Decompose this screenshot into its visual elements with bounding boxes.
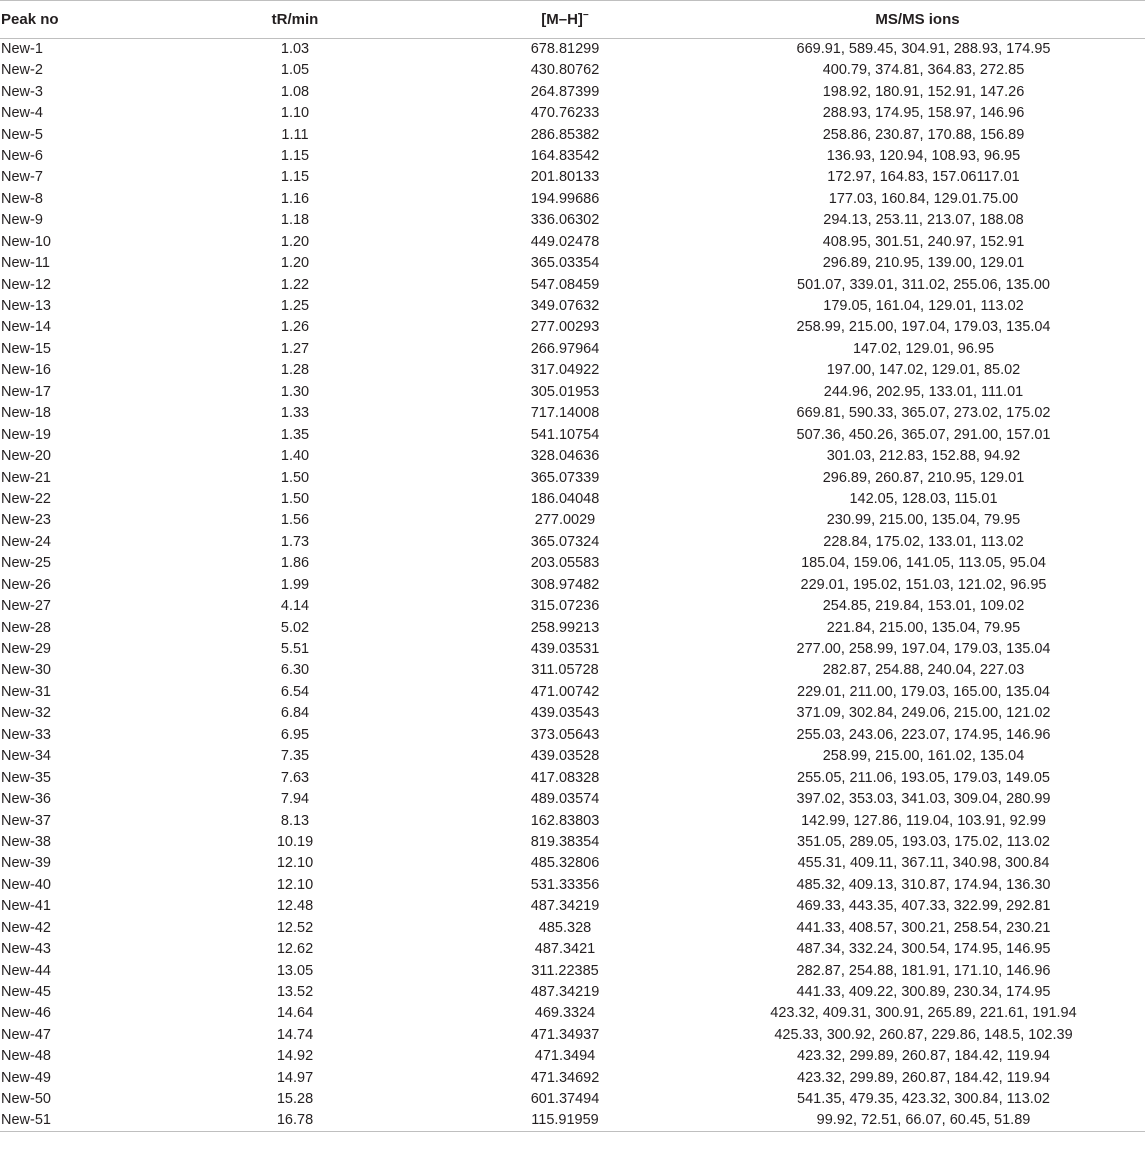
- cell-mh: 485.328: [538, 919, 592, 936]
- table-row: [0, 39, 1145, 61]
- cell-tr: 6.84: [280, 705, 310, 722]
- cell-tr: 7.63: [280, 769, 310, 786]
- cell-msms-ions: 485.32, 409.13, 310.87, 174.94, 136.30: [796, 876, 1051, 893]
- cell-peak-no: New-7: [1, 169, 43, 186]
- table-row: [0, 575, 1145, 596]
- table-row: [0, 789, 1145, 810]
- cell-msms-ions: 198.92, 180.91, 152.91, 147.26: [822, 83, 1025, 100]
- cell-mh: 489.03574: [530, 791, 600, 808]
- cell-peak-no: New-5: [1, 126, 43, 143]
- cell-msms-ions: 172.97, 164.83, 157.06117.01: [827, 169, 1020, 186]
- cell-mh: 315.07236: [530, 598, 600, 615]
- cell-msms-ions: 288.93, 174.95, 158.97, 146.96: [822, 105, 1025, 122]
- cell-msms-ions: 255.03, 243.06, 223.07, 174.95, 146.96: [796, 726, 1051, 743]
- cell-tr: 1.50: [280, 490, 310, 507]
- cell-peak-no: New-3: [1, 83, 43, 100]
- cell-mh: 336.06302: [530, 212, 600, 229]
- cell-tr: 1.30: [280, 383, 310, 400]
- table-row: [0, 639, 1145, 660]
- table-row: [0, 467, 1145, 488]
- cell-mh: 186.04048: [530, 490, 600, 507]
- cell-tr: 1.86: [280, 555, 310, 572]
- table-row: [0, 489, 1145, 510]
- table-row: [0, 832, 1145, 853]
- cell-msms-ions: 99.92, 72.51, 66.07, 60.45, 51.89: [690, 1110, 1145, 1132]
- cell-peak-no: New-16: [1, 362, 51, 379]
- cell-tr: 1.26: [280, 319, 310, 336]
- header-mh-superscript: −: [582, 10, 589, 21]
- cell-tr: 1.25: [280, 298, 310, 315]
- table-row: [0, 1003, 1145, 1024]
- table-row: [0, 939, 1145, 960]
- cell-mh: 164.83542: [530, 147, 600, 164]
- cell-msms-ions: 423.32, 299.89, 260.87, 184.42, 119.94: [797, 1048, 1050, 1065]
- cell-tr: 1.15: [280, 147, 310, 164]
- cell-peak-no: New-48: [1, 1048, 51, 1065]
- cell-mh: 308.97482: [530, 576, 600, 593]
- cell-peak-no: New-20: [1, 448, 51, 465]
- table-row: [0, 596, 1145, 617]
- cell-msms-ions: 255.05, 211.06, 193.05, 179.03, 149.05: [797, 769, 1050, 786]
- cell-tr: 14.92: [276, 1048, 314, 1065]
- cell-tr: 6.30: [280, 662, 310, 679]
- table-header: [0, 1, 1145, 39]
- cell-msms-ions: 296.89, 210.95, 139.00, 129.01: [822, 255, 1025, 272]
- table-row: [0, 810, 1145, 831]
- cell-tr: 1.05: [280, 62, 310, 79]
- cell-msms-ions: 423.32, 409.31, 300.91, 265.89, 221.61, 191.94: [770, 1005, 1077, 1022]
- cell-msms-ions: 258.99, 215.00, 161.02, 135.04: [822, 748, 1025, 765]
- cell-msms-ions: 244.96, 202.95, 133.01, 111.01: [823, 383, 1024, 400]
- cell-msms-ions: 669.81, 590.33, 365.07, 273.02, 175.02: [796, 405, 1051, 422]
- cell-mh: 471.34937: [530, 1026, 600, 1043]
- cell-tr: 1.22: [280, 276, 310, 293]
- cell-msms-ions: 507.36, 450.26, 365.07, 291.00, 157.01: [796, 426, 1051, 443]
- header-mh: [440, 1, 690, 39]
- header-mh-base: [M–H]: [541, 11, 583, 28]
- cell-mh: 317.04922: [530, 362, 600, 379]
- cell-peak-no: New-1: [1, 41, 43, 57]
- cell-mh: 365.03354: [530, 255, 600, 272]
- cell-tr: 16.78: [150, 1110, 440, 1132]
- cell-msms-ions: 179.05, 161.04, 129.01, 113.02: [823, 298, 1024, 315]
- cell-mh: 277.0029: [534, 512, 596, 529]
- cell-peak-no: New-14: [1, 319, 51, 336]
- cell-msms-ions: 441.33, 408.57, 300.21, 258.54, 230.21: [796, 919, 1051, 936]
- cell-mh: 266.97964: [530, 340, 600, 357]
- cell-tr: 1.16: [280, 190, 310, 207]
- cell-mh: 449.02478: [530, 233, 600, 250]
- cell-peak-no: New-32: [1, 705, 51, 722]
- table-row: [0, 960, 1145, 981]
- cell-msms-ions: 228.84, 175.02, 133.01, 113.02: [823, 533, 1024, 550]
- cell-msms-ions: 258.86, 230.87, 170.88, 156.89: [822, 126, 1025, 143]
- cell-mh: 439.03531: [530, 641, 600, 658]
- cell-tr: 14.97: [276, 1069, 314, 1086]
- cell-mh: 162.83803: [530, 812, 600, 829]
- table-row: [0, 232, 1145, 253]
- cell-tr: 1.40: [280, 448, 310, 465]
- cell-tr: 1.35: [280, 426, 310, 443]
- table-row: [0, 853, 1145, 874]
- cell-peak-no: New-29: [1, 641, 51, 658]
- table-row: [0, 446, 1145, 467]
- table-row: [0, 146, 1145, 167]
- cell-msms-ions: 400.79, 374.81, 364.83, 272.85: [822, 62, 1025, 79]
- cell-tr: 12.52: [276, 919, 314, 936]
- cell-mh: 277.00293: [530, 319, 600, 336]
- table-row: [0, 896, 1145, 917]
- cell-peak-no: New-22: [1, 490, 51, 507]
- cell-mh: 373.05643: [530, 726, 600, 743]
- cell-peak-no: New-43: [1, 941, 51, 958]
- cell-peak-no: New-47: [1, 1026, 51, 1043]
- cell-peak-no: New-4: [1, 105, 43, 122]
- cell-tr: 1.11: [281, 126, 309, 143]
- table-row: [0, 982, 1145, 1003]
- cell-msms-ions: 277.00, 258.99, 197.04, 179.03, 135.04: [796, 641, 1051, 658]
- cell-tr: 6.95: [280, 726, 310, 743]
- cell-tr: 1.10: [280, 105, 310, 122]
- cell-mh: 547.08459: [530, 276, 600, 293]
- cell-peak-no: New-9: [1, 212, 43, 229]
- cell-msms-ions: 541.35, 479.35, 423.32, 300.84, 113.02: [797, 1091, 1050, 1108]
- cell-tr: 1.15: [280, 169, 310, 186]
- cell-mh: 311.22385: [531, 962, 599, 979]
- cell-mh: 601.37494: [530, 1091, 600, 1108]
- cell-msms-ions: 197.00, 147.02, 129.01, 85.02: [826, 362, 1021, 379]
- cell-peak-no: New-49: [1, 1069, 51, 1086]
- cell-peak-no: New-24: [1, 533, 51, 550]
- table-row: [0, 167, 1145, 188]
- cell-peak-no: New-30: [1, 662, 51, 679]
- cell-msms-ions: 441.33, 409.22, 300.89, 230.34, 174.95: [796, 984, 1051, 1001]
- cell-mh: 487.34219: [530, 984, 600, 1001]
- cell-tr: 14.64: [276, 1005, 314, 1022]
- cell-mh: 365.07324: [530, 533, 600, 550]
- table-row: [0, 124, 1145, 145]
- cell-msms-ions: 408.95, 301.51, 240.97, 152.91: [822, 233, 1025, 250]
- cell-peak-no: New-2: [1, 62, 43, 79]
- table-row: [0, 1068, 1145, 1089]
- cell-mh: 541.10754: [530, 426, 600, 443]
- cell-peak-no: New-44: [1, 962, 51, 979]
- table-row: [0, 317, 1145, 338]
- cell-msms-ions: 301.03, 212.83, 152.88, 94.92: [826, 448, 1021, 465]
- header-peak-no: Peak no: [0, 1, 150, 39]
- cell-msms-ions: 282.87, 254.88, 181.91, 171.10, 146.96: [796, 962, 1051, 979]
- table-row: [0, 682, 1145, 703]
- cell-msms-ions: 487.34, 332.24, 300.54, 174.95, 146.95: [796, 941, 1051, 958]
- table-body: [0, 39, 1145, 1132]
- table-row: [0, 746, 1145, 767]
- cell-tr: 1.33: [280, 405, 310, 422]
- cell-mh: 678.81299: [530, 41, 600, 57]
- table-row: [0, 875, 1145, 896]
- cell-msms-ions: 296.89, 260.87, 210.95, 129.01: [822, 469, 1025, 486]
- cell-mh: 365.07339: [530, 469, 600, 486]
- table-row: [0, 617, 1145, 638]
- table-row: [0, 81, 1145, 102]
- cell-peak-no: New-33: [1, 726, 51, 743]
- cell-msms-ions: 282.87, 254.88, 240.04, 227.03: [822, 662, 1025, 679]
- table-row: [0, 189, 1145, 210]
- cell-mh: 487.3421: [534, 941, 596, 958]
- table-row: [0, 1025, 1145, 1046]
- cell-mh: 471.3494: [534, 1048, 596, 1065]
- cell-tr: 12.48: [276, 898, 314, 915]
- cell-tr: 1.18: [280, 212, 310, 229]
- cell-peak-no: New-12: [1, 276, 51, 293]
- table-row: [0, 360, 1145, 381]
- cell-msms-ions: 185.04, 159.06, 141.05, 113.05, 95.04: [801, 555, 1046, 572]
- cell-msms-ions: 147.02, 129.01, 96.95: [852, 340, 995, 357]
- cell-peak-no: New-19: [1, 426, 51, 443]
- cell-peak-no: New-27: [1, 598, 51, 615]
- cell-peak-no: New-41: [1, 898, 51, 915]
- table-row: [0, 553, 1145, 574]
- header-msms-ions: MS/MS ions: [690, 1, 1145, 39]
- cell-mh: 471.34692: [530, 1069, 600, 1086]
- cell-msms-ions: 423.32, 299.89, 260.87, 184.42, 119.94: [797, 1069, 1050, 1086]
- cell-tr: 10.19: [276, 833, 314, 850]
- cell-tr: 6.54: [280, 683, 310, 700]
- table-row: [0, 382, 1145, 403]
- cell-msms-ions: 142.99, 127.86, 119.04, 103.91, 92.99: [801, 812, 1046, 829]
- table-row: [0, 660, 1145, 681]
- cell-mh: 430.80762: [530, 62, 600, 79]
- table-row: [0, 1046, 1145, 1067]
- cell-peak-no: New-8: [1, 190, 43, 207]
- cell-msms-ions: 669.91, 589.45, 304.91, 288.93, 174.95: [796, 41, 1051, 57]
- table-row: [0, 703, 1145, 724]
- cell-msms-ions: 469.33, 443.35, 407.33, 322.99, 292.81: [796, 898, 1051, 915]
- table-row: [0, 274, 1145, 295]
- cell-msms-ions: 177.03, 160.84, 129.01.75.00: [828, 190, 1019, 207]
- table-row: [0, 1089, 1145, 1110]
- header-tr: tR/min: [150, 1, 440, 39]
- cell-msms-ions: 142.05, 128.03, 115.01: [849, 490, 998, 507]
- cell-mh: 305.01953: [530, 383, 600, 400]
- cell-tr: 15.28: [276, 1091, 314, 1108]
- cell-msms-ions: 397.02, 353.03, 341.03, 309.04, 280.99: [796, 791, 1051, 808]
- cell-tr: 13.52: [276, 984, 314, 1001]
- cell-tr: 12.10: [276, 876, 314, 893]
- cell-mh: 717.14008: [530, 405, 600, 422]
- cell-mh: 469.3324: [534, 1005, 596, 1022]
- cell-peak-no: New-6: [1, 147, 43, 164]
- cell-tr: 12.10: [276, 855, 314, 872]
- cell-tr: 7.94: [280, 791, 310, 808]
- cell-tr: 1.56: [280, 512, 310, 529]
- cell-peak-no: New-18: [1, 405, 51, 422]
- table-row: [0, 1110, 1145, 1132]
- cell-tr: 1.73: [280, 533, 310, 550]
- cell-tr: 13.05: [276, 962, 314, 979]
- table-row: [0, 532, 1145, 553]
- cell-peak-no: New-23: [1, 512, 51, 529]
- cell-mh: 258.99213: [530, 619, 600, 636]
- cell-peak-no: New-40: [1, 876, 51, 893]
- cell-tr: 4.14: [280, 598, 310, 615]
- cell-mh: 439.03528: [530, 748, 600, 765]
- cell-msms-ions: 230.99, 215.00, 135.04, 79.95: [826, 512, 1021, 529]
- cell-mh: 471.00742: [530, 683, 600, 700]
- cell-peak-no: New-42: [1, 919, 51, 936]
- cell-msms-ions: 371.09, 302.84, 249.06, 215.00, 121.02: [796, 705, 1051, 722]
- cell-peak-no: New-45: [1, 984, 51, 1001]
- cell-peak-no: New-13: [1, 298, 51, 315]
- cell-peak-no: New-37: [1, 812, 51, 829]
- cell-tr: 1.27: [280, 340, 310, 357]
- cell-msms-ions: 229.01, 195.02, 151.03, 121.02, 96.95: [800, 576, 1047, 593]
- cell-peak-no: New-38: [1, 833, 51, 850]
- cell-msms-ions: 294.13, 253.11, 213.07, 188.08: [823, 212, 1024, 229]
- table-row: [0, 296, 1145, 317]
- table-row: [0, 210, 1145, 231]
- cell-mh: 487.34219: [530, 898, 600, 915]
- cell-tr: 1.20: [280, 233, 310, 250]
- cell-mh: 115.91959: [440, 1110, 690, 1132]
- cell-peak-no: New-34: [1, 748, 51, 765]
- cell-peak-no: New-26: [1, 576, 51, 593]
- cell-mh: 485.32806: [530, 855, 600, 872]
- cell-peak-no: New-31: [1, 683, 51, 700]
- table-row: [0, 725, 1145, 746]
- cell-msms-ions: 455.31, 409.11, 367.11, 340.98, 300.84: [797, 855, 1050, 872]
- cell-mh: 194.99686: [530, 190, 600, 207]
- cell-peak-no: New-15: [1, 340, 51, 357]
- table-row: [0, 403, 1145, 424]
- cell-tr: 1.20: [280, 255, 310, 272]
- cell-mh: 203.05583: [530, 555, 600, 572]
- header-row: [0, 1, 1145, 39]
- table-row: [0, 339, 1145, 360]
- cell-msms-ions: 229.01, 211.00, 179.03, 165.00, 135.04: [797, 683, 1050, 700]
- cell-tr: 1.50: [280, 469, 310, 486]
- cell-msms-ions: 221.84, 215.00, 135.04, 79.95: [826, 619, 1021, 636]
- cell-msms-ions: 501.07, 339.01, 311.02, 255.06, 135.00: [797, 276, 1050, 293]
- cell-msms-ions: 136.93, 120.94, 108.93, 96.95: [826, 147, 1021, 164]
- table-row: [0, 918, 1145, 939]
- cell-peak-no: New-10: [1, 233, 51, 250]
- cell-peak-no: New-50: [1, 1091, 51, 1108]
- cell-tr: 5.02: [280, 619, 310, 636]
- cell-tr: 12.62: [276, 941, 314, 958]
- table-row: [0, 767, 1145, 788]
- cell-tr: 1.99: [280, 576, 310, 593]
- cell-tr: 1.03: [280, 41, 310, 57]
- cell-mh: 328.04636: [530, 448, 600, 465]
- cell-msms-ions: 254.85, 219.84, 153.01, 109.02: [822, 598, 1025, 615]
- table-row: [0, 510, 1145, 531]
- cell-tr: 5.51: [280, 641, 310, 658]
- cell-mh: 470.76233: [530, 105, 600, 122]
- cell-tr: 7.35: [280, 748, 310, 765]
- cell-peak-no: New-28: [1, 619, 51, 636]
- cell-peak-no: New-51: [0, 1110, 150, 1132]
- cell-peak-no: New-21: [1, 469, 51, 486]
- cell-tr: 14.74: [276, 1026, 314, 1043]
- cell-peak-no: New-25: [1, 555, 51, 572]
- cell-peak-no: New-17: [1, 383, 51, 400]
- cell-msms-ions: 258.99, 215.00, 197.04, 179.03, 135.04: [796, 319, 1051, 336]
- cell-peak-no: New-11: [1, 255, 50, 272]
- table-row: [0, 60, 1145, 81]
- cell-mh: 264.87399: [530, 83, 600, 100]
- cell-peak-no: New-35: [1, 769, 51, 786]
- table-row: [0, 253, 1145, 274]
- cell-msms-ions: 351.05, 289.05, 193.03, 175.02, 113.02: [797, 833, 1050, 850]
- cell-mh: 819.38354: [530, 833, 600, 850]
- cell-mh: 311.05728: [531, 662, 599, 679]
- cell-mh: 439.03543: [530, 705, 600, 722]
- cell-mh: 286.85382: [530, 126, 600, 143]
- cell-peak-no: New-46: [1, 1005, 51, 1022]
- cell-mh: 201.80133: [530, 169, 600, 186]
- table-row: [0, 424, 1145, 445]
- cell-peak-no: New-36: [1, 791, 51, 808]
- cell-mh: 349.07632: [530, 298, 600, 315]
- cell-peak-no: New-39: [1, 855, 51, 872]
- cell-tr: 1.08: [280, 83, 310, 100]
- cell-mh: 417.08328: [530, 769, 600, 786]
- table-row: [0, 103, 1145, 124]
- cell-tr: 8.13: [280, 812, 310, 829]
- cell-mh: 531.33356: [530, 876, 600, 893]
- cell-tr: 1.28: [280, 362, 310, 379]
- cell-msms-ions: 425.33, 300.92, 260.87, 229.86, 148.5, 102.39: [774, 1026, 1073, 1043]
